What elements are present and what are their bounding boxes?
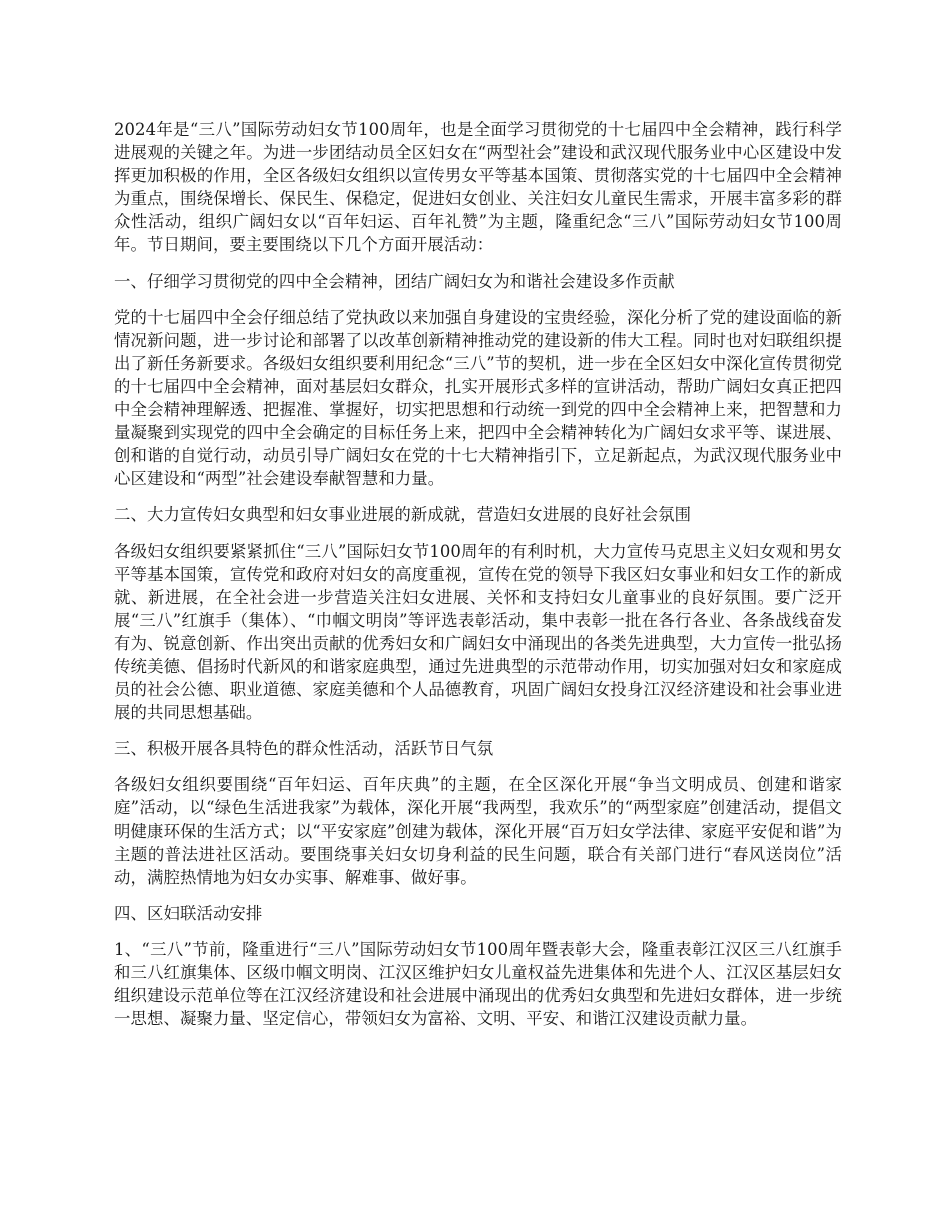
section-1-body: 党的十七届四中全会仔细总结了党执政以来加强自身建设的宝贵经验，深化分析了党的建设面临的新情况新问题，进一步讨论和部署了以改革创新精神推动党的建设新的伟大工程。同时也对妇联组织提出了新任务新要求。各级妇女组织要利用纪念“三八”节的契机，进一步在全区妇女中深化宣传贯彻党的十七届四中全会精神，面对基层妇女群众，扎实开展形式多样的宣讲活动，帮助广阔妇女真正把四中全会精神理解透、把握准、掌握好，切实把思想和行动统一到党的四中全会精神上来，把智慧和力量凝聚到实现党的四中全会确定的目标任务上来，把四中全会精神转化为广阔妇女求平等、谋进展、创和谐的自觉行动，动员引导广阔妇女在党的十七大精神指引下，立足新起点，为武汉现代服务业中心区建设和“两型”社会建设奉献智慧和力量。 — [114, 307, 842, 489]
section-4-item-1: 1、“三八”节前，隆重进行“三八”国际劳动妇女节100周年暨表彰大会，隆重表彰江汉区三八红旗手和三八红旗集体、区级巾帼文明岗、江汉区维护妇女儿童权益先进集体和先进个人、江汉区基层妇女组织建设示范单位等在江汉经济建设和社会进展中涌现出的优秀妇女典型和先进妇女群体，进一步统一思想、凝聚力量、坚定信心，带领妇女为富裕、文明、平安、和谐江汉建设贡献力量。 — [114, 939, 842, 1029]
section-1-heading: 一、仔细学习贯彻党的四中全会精神，团结广阔妇女为和谐社会建设多作贡献 — [114, 271, 675, 291]
section-2-heading: 二、大力宣传妇女典型和妇女事业进展的新成就，营造妇女进展的良好社会氛围 — [114, 505, 692, 525]
section-2-body: 各级妇女组织要紧紧抓住“三八”国际妇女节100周年的有利时机，大力宣传马克思主义妇女观和男女平等基本国策，宣传党和政府对妇女的高度重视，宣传在党的领导下我区妇女事业和妇女工作的新成就、新进展，在全社会进一步营造关注妇女进展、关怀和支持妇女儿童事业的良好氛围。要广泛开展“三八”红旗手（集体）、“巾帼文明岗”等评选表彰活动，集中表彰一批在各行各业、各条战线奋发有为、锐意创新、作出突出贡献的优秀妇女和广阔妇女中涌现出的各类先进典型，大力宣传一批弘扬传统美德、倡扬时代新风的和谐家庭典型，通过先进典型的示范带动作用，切实加强对妇女和家庭成员的社会公德、职业道德、家庭美德和个人品德教育，巩固广阔妇女投身江汉经济建设和社会事业进展的共同思想基础。 — [114, 541, 842, 723]
section-3-heading: 三、积极开展各具特色的群众性活动，活跃节日气氛 — [114, 739, 494, 759]
intro-paragraph: 2024年是“三八”国际劳动妇女节100周年，也是全面学习贯彻党的十七届四中全会精神，践行科学进展观的关键之年。为进一步团结动员全区妇女在“两型社会”建设和武汉现代服务业中心区建设中发挥更加积极的作用，全区各级妇女组织以宣传男女平等基本国策、贯彻落实党的十七届四中全会精神为重点，围绕保增长、保民生、保稳定，促进妇女创业、关注妇女儿童民生需求，开展丰富多彩的群众性活动，组织广阔妇女以“百年妇运、百年礼赞”为主题，隆重纪念“三八”国际劳动妇女节100周年。节日期间，要主要围绕以下几个方面开展活动： — [114, 120, 842, 255]
document-page — [114, 118, 842, 1043]
section-4-heading: 四、区妇联活动安排 — [114, 903, 263, 923]
section-3-body: 各级妇女组织要围绕“百年妇运、百年庆典”的主题，在全区深化开展“争当文明成员、创建和谐家庭”活动，以“绿色生活进我家”为载体，深化开展“我两型，我欢乐”的“两型家庭”创建活动，提倡文明健康环保的生活方式；以“平安家庭”创建为载体，深化开展“百万妇女学法律、家庭平安促和谐”为主题的普法进社区活动。要围绕事关妇女切身利益的民生问题，联合有关部门进行“春风送岗位”活动，满腔热情地为妇女办实事、解难事、做好事。 — [114, 775, 842, 887]
